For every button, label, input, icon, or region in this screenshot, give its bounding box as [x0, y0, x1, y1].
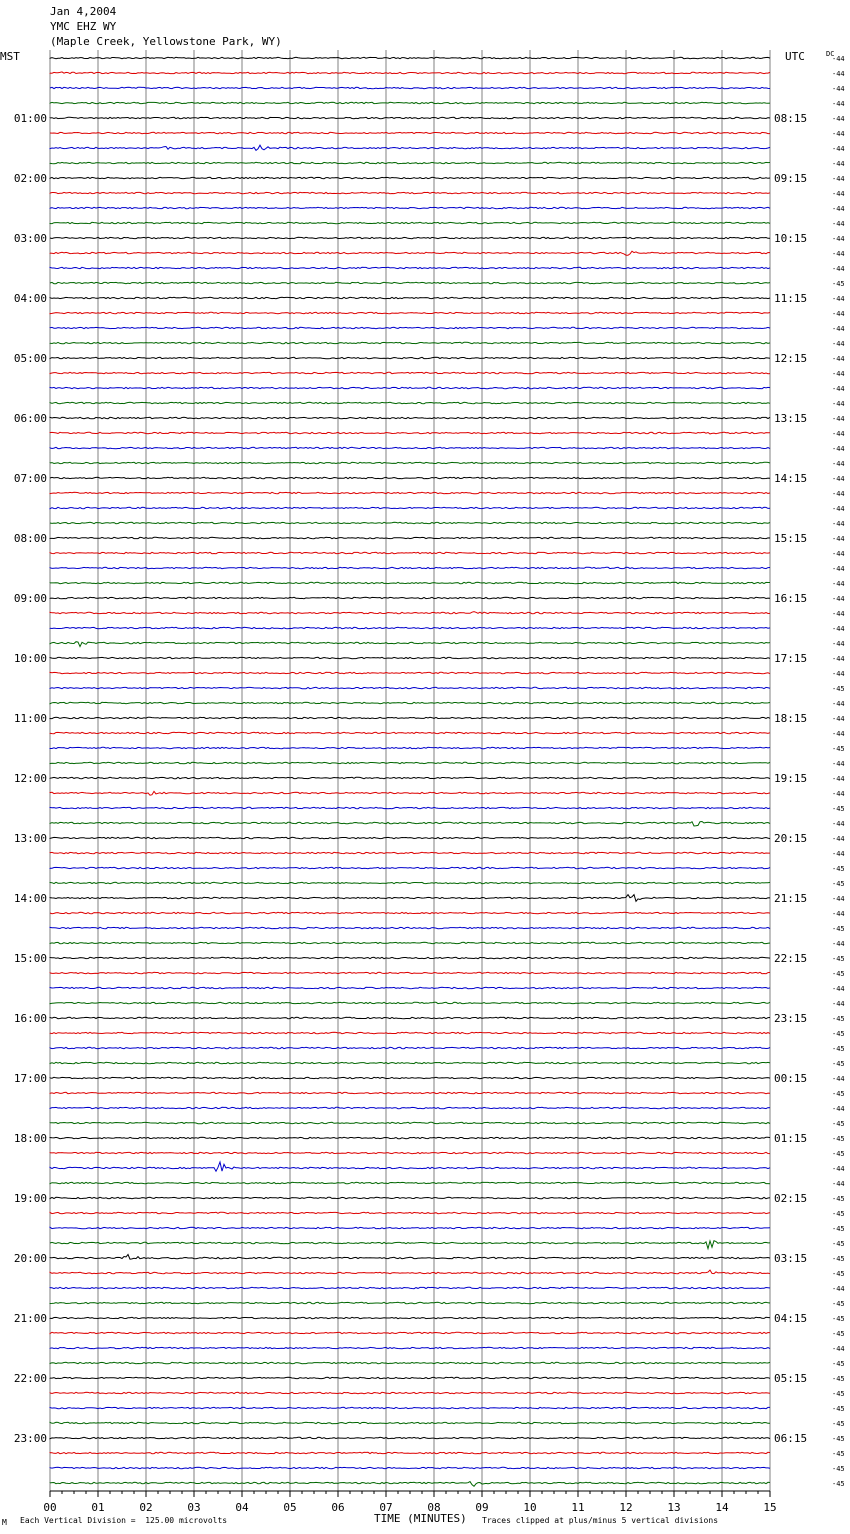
trace-line [50, 1270, 770, 1274]
trace-offset-label: -45 [832, 1390, 845, 1398]
trace-offset-label: -44 [832, 310, 845, 318]
mst-hour-label: 15:00 [13, 952, 47, 965]
trace-line [50, 1332, 770, 1333]
x-tick-label: 07 [379, 1501, 393, 1514]
utc-hour-label: 00:15 [774, 1072, 808, 1085]
trace-offset-label: -44 [832, 145, 845, 153]
trace-offset-label: -44 [832, 160, 845, 168]
trace-offset-label: -45 [832, 1210, 845, 1218]
trace-offset-label: -44 [832, 130, 845, 138]
corner-mark: M [2, 1518, 7, 1527]
trace-line [50, 1122, 770, 1123]
trace-offset-label: -44 [832, 340, 845, 348]
trace-line [50, 1317, 770, 1318]
trace-line [50, 1227, 770, 1228]
trace-offset-label: -45 [832, 280, 845, 288]
mst-hour-label: 20:00 [13, 1252, 47, 1265]
trace-offset-label: -45 [832, 1120, 845, 1128]
trace-line [50, 447, 770, 448]
trace-line [50, 507, 770, 508]
trace-offset-label: -44 [832, 1105, 845, 1113]
trace-offset-label: -44 [832, 445, 845, 453]
trace-offset-label: -44 [832, 115, 845, 123]
trace-line [50, 72, 770, 74]
trace-line [50, 492, 770, 493]
trace-offset-label: -44 [832, 595, 845, 603]
trace-line [50, 1422, 770, 1423]
trace-offset-label: -44 [832, 370, 845, 378]
axis-labels [14, 55, 845, 1514]
trace-offset-label: -44 [832, 295, 845, 303]
mst-hour-label: 03:00 [13, 232, 47, 245]
trace-line [50, 807, 770, 808]
trace-offset-label: -44 [832, 55, 845, 63]
trace-line [50, 642, 770, 647]
mst-hour-label: 01:00 [13, 112, 47, 125]
trace-offset-label: -45 [832, 1045, 845, 1053]
trace-offset-label: -45 [832, 685, 845, 693]
trace-line [50, 822, 770, 827]
x-tick-label: 10 [523, 1501, 537, 1514]
trace-line [50, 297, 770, 298]
trace-line [50, 987, 770, 988]
trace-offset-label: -44 [832, 385, 845, 393]
trace-line [50, 852, 770, 853]
trace-offset-label: -44 [832, 565, 845, 573]
dc-label: DC [826, 50, 835, 58]
trace-offset-label: -44 [832, 535, 845, 543]
utc-hour-label: 09:15 [774, 172, 808, 185]
trace-offset-label: -44 [832, 985, 845, 993]
trace-offset-label: -44 [832, 1345, 845, 1353]
trace-line [50, 867, 770, 868]
trace-line [50, 372, 770, 373]
utc-hour-label: 08:15 [774, 112, 808, 125]
utc-hour-label: 12:15 [774, 352, 808, 365]
trace-offset-label: -45 [832, 1450, 845, 1458]
trace-line [50, 192, 770, 193]
trace-offset-label: -44 [832, 760, 845, 768]
trace-line [50, 177, 770, 179]
trace-line [50, 145, 770, 150]
utc-hour-label: 23:15 [774, 1012, 808, 1025]
mst-hour-label: 04:00 [13, 292, 47, 305]
utc-hour-label: 21:15 [774, 892, 808, 905]
trace-offset-label: -44 [832, 250, 845, 258]
x-tick-label: 15 [763, 1501, 777, 1514]
x-tick-label: 00 [43, 1501, 57, 1514]
trace-offset-label: -45 [832, 1090, 845, 1098]
trace-line [50, 882, 770, 883]
trace-offset-label: -44 [832, 700, 845, 708]
trace-line [50, 432, 770, 434]
trace-offset-label: -45 [832, 1420, 845, 1428]
trace-line [50, 162, 770, 163]
trace-offset-label: -44 [832, 70, 845, 78]
utc-hour-label: 19:15 [774, 772, 808, 785]
trace-offset-label: -45 [832, 865, 845, 873]
trace-offset-label: -45 [832, 1135, 845, 1143]
trace-offset-label: -44 [832, 460, 845, 468]
trace-line [50, 357, 770, 358]
utc-hour-label: 14:15 [774, 472, 808, 485]
right-axis-title: UTC [785, 50, 805, 63]
utc-hour-label: 16:15 [774, 592, 808, 605]
trace-line [50, 1377, 770, 1378]
trace-offset-label: -44 [832, 550, 845, 558]
trace-line [50, 1347, 770, 1348]
trace-line [50, 222, 770, 223]
mst-hour-label: 23:00 [13, 1432, 47, 1445]
trace-line [50, 1287, 770, 1288]
trace-offset-label: -45 [832, 1060, 845, 1068]
trace-line [50, 1482, 770, 1487]
trace-offset-label: -44 [832, 415, 845, 423]
trace-line [50, 1182, 770, 1183]
trace-offset-label: -45 [832, 805, 845, 813]
trace-line [50, 717, 770, 718]
trace-offset-label: -45 [832, 1405, 845, 1413]
utc-hour-label: 02:15 [774, 1192, 808, 1205]
x-tick-label: 11 [571, 1501, 585, 1514]
trace-line [50, 117, 770, 118]
trace-line [50, 417, 770, 418]
trace-offset-label: -45 [832, 880, 845, 888]
trace-offset-label: -44 [832, 580, 845, 588]
trace-offset-label: -44 [832, 175, 845, 183]
trace-offset-label: -44 [832, 610, 845, 618]
trace-line [50, 1437, 770, 1438]
x-tick-label: 09 [475, 1501, 489, 1514]
trace-line [50, 1152, 770, 1153]
trace-line [50, 552, 770, 553]
trace-line [50, 702, 770, 703]
trace-offset-label: -44 [832, 940, 845, 948]
x-tick-label: 06 [331, 1501, 345, 1514]
trace-line [50, 1467, 770, 1468]
trace-line [50, 1107, 770, 1108]
x-tick-label: 14 [715, 1501, 729, 1514]
utc-hour-label: 15:15 [774, 532, 808, 545]
trace-line [50, 1241, 770, 1249]
minute-grid [50, 50, 770, 1497]
trace-offset-label: -44 [832, 1075, 845, 1083]
mst-hour-label: 11:00 [13, 712, 47, 725]
left-axis-title: MST [0, 50, 20, 63]
trace-offset-label: -45 [832, 1480, 845, 1488]
trace-line [50, 972, 770, 973]
mst-hour-label: 16:00 [13, 1012, 47, 1025]
trace-line [50, 207, 770, 208]
trace-offset-label: -45 [832, 1435, 845, 1443]
x-tick-label: 05 [283, 1501, 297, 1514]
trace-line [50, 537, 770, 538]
plot-date: Jan 4,2004 [50, 5, 117, 18]
mst-hour-label: 18:00 [13, 1132, 47, 1145]
trace-offset-label: -45 [832, 1195, 845, 1203]
mst-hour-label: 14:00 [13, 892, 47, 905]
trace-line [50, 1197, 770, 1198]
utc-hour-label: 03:15 [774, 1252, 808, 1265]
trace-line [50, 312, 770, 313]
trace-offset-label: -44 [832, 205, 845, 213]
trace-line [50, 657, 770, 658]
trace-line [50, 762, 770, 763]
trace-offset-label: -44 [832, 100, 845, 108]
trace-offset-label: -44 [832, 670, 845, 678]
trace-line [50, 251, 770, 255]
mst-hour-label: 08:00 [13, 532, 47, 545]
trace-offset-label: -44 [832, 490, 845, 498]
trace-offset-label: -44 [832, 505, 845, 513]
trace-line [50, 942, 770, 943]
trace-offset-label: -45 [832, 1150, 845, 1158]
trace-offset-label: -44 [832, 820, 845, 828]
mst-hour-label: 10:00 [13, 652, 47, 665]
mst-hour-label: 12:00 [13, 772, 47, 785]
trace-offset-label: -45 [832, 745, 845, 753]
trace-line [50, 1407, 770, 1408]
mst-hour-label: 07:00 [13, 472, 47, 485]
x-tick-label: 02 [139, 1501, 153, 1514]
trace-offset-label: -44 [832, 1285, 845, 1293]
trace-line [50, 627, 770, 628]
trace-line [50, 1255, 770, 1260]
mst-hour-label: 09:00 [13, 592, 47, 605]
utc-hour-label: 13:15 [774, 412, 808, 425]
trace-line [50, 957, 770, 958]
trace-offset-label: -44 [832, 265, 845, 273]
trace-line [50, 1162, 770, 1171]
trace-line [50, 87, 770, 88]
trace-offset-label: -44 [832, 355, 845, 363]
trace-line [50, 567, 770, 568]
utc-hour-label: 04:15 [774, 1312, 808, 1325]
scale-note: Each Vertical Division = 125.00 microvolts [20, 1516, 228, 1525]
trace-line [50, 791, 770, 795]
x-tick-label: 04 [235, 1501, 249, 1514]
trace-offset-label: -44 [832, 1165, 845, 1173]
trace-offset-label: -45 [832, 955, 845, 963]
trace-offset-label: -45 [832, 970, 845, 978]
trace-offset-label: -45 [832, 925, 845, 933]
trace-offset-label: -44 [832, 400, 845, 408]
utc-hour-label: 22:15 [774, 952, 808, 965]
utc-hour-label: 18:15 [774, 712, 808, 725]
utc-hour-label: 05:15 [774, 1372, 808, 1385]
utc-hour-label: 17:15 [774, 652, 808, 665]
trace-line [50, 342, 770, 343]
utc-hour-label: 01:15 [774, 1132, 808, 1145]
trace-line [50, 462, 770, 463]
utc-hour-label: 06:15 [774, 1432, 808, 1445]
trace-offset-label: -45 [832, 1225, 845, 1233]
trace-line [50, 1362, 770, 1363]
trace-offset-label: -44 [832, 85, 845, 93]
trace-offset-label: -45 [832, 1360, 845, 1368]
x-tick-label: 03 [187, 1501, 201, 1514]
trace-offset-label: -44 [832, 790, 845, 798]
utc-hour-label: 11:15 [774, 292, 808, 305]
trace-line [50, 1017, 770, 1018]
trace-offset-label: -44 [832, 220, 845, 228]
trace-offset-label: -44 [832, 190, 845, 198]
trace-offset-label: -44 [832, 895, 845, 903]
trace-offset-label: -44 [832, 1180, 845, 1188]
trace-offset-label: -44 [832, 640, 845, 648]
trace-line [50, 1002, 770, 1003]
trace-line [50, 747, 770, 748]
trace-offset-label: -45 [832, 1300, 845, 1308]
utc-hour-label: 10:15 [774, 232, 808, 245]
trace-offset-label: -44 [832, 430, 845, 438]
mst-hour-label: 13:00 [13, 832, 47, 845]
trace-offset-label: -44 [832, 835, 845, 843]
trace-line [50, 612, 770, 614]
utc-hour-label: 20:15 [774, 832, 808, 845]
trace-offset-label: -44 [832, 520, 845, 528]
trace-offset-label: -44 [832, 625, 845, 633]
trace-line [50, 1137, 770, 1138]
trace-line [50, 327, 770, 328]
station-code: YMC EHZ WY [50, 20, 117, 33]
trace-line [50, 1032, 770, 1033]
trace-offset-label: -45 [832, 1240, 845, 1248]
mst-hour-label: 06:00 [13, 412, 47, 425]
trace-line [50, 1077, 770, 1078]
mst-hour-label: 22:00 [13, 1372, 47, 1385]
trace-line [50, 837, 770, 838]
mst-hour-label: 21:00 [13, 1312, 47, 1325]
trace-line [50, 895, 770, 902]
mst-hour-label: 05:00 [13, 352, 47, 365]
mst-hour-label: 19:00 [13, 1192, 47, 1205]
trace-line [50, 1092, 770, 1093]
trace-offset-label: -45 [832, 1030, 845, 1038]
trace-offset-label: -45 [832, 1270, 845, 1278]
trace-line [50, 1392, 770, 1393]
mst-hour-label: 02:00 [13, 172, 47, 185]
x-tick-label: 08 [427, 1501, 441, 1514]
trace-offset-label: -44 [832, 1000, 845, 1008]
x-tick-label: 12 [619, 1501, 633, 1514]
trace-offset-label: -44 [832, 715, 845, 723]
trace-line [50, 477, 770, 478]
trace-line [50, 282, 770, 283]
trace-line [50, 237, 770, 238]
clip-note: Traces clipped at plus/minus 5 vertical divisions [482, 1516, 719, 1525]
trace-line [50, 1212, 770, 1213]
x-tick-label: 01 [91, 1501, 105, 1514]
trace-line [50, 1452, 770, 1453]
trace-offset-label: -45 [832, 1015, 845, 1023]
trace-line [50, 912, 770, 913]
trace-offset-label: -45 [832, 1330, 845, 1338]
trace-line [50, 1302, 770, 1303]
trace-line [50, 687, 770, 688]
trace-offset-label: -45 [832, 1375, 845, 1383]
trace-line [50, 582, 770, 583]
trace-line [50, 387, 770, 388]
trace-offset-label: -44 [832, 475, 845, 483]
trace-offset-label: -44 [832, 910, 845, 918]
mst-hour-label: 17:00 [13, 1072, 47, 1085]
trace-line [50, 267, 770, 268]
trace-offset-label: -44 [832, 775, 845, 783]
trace-offset-label: -44 [832, 850, 845, 858]
trace-lines [50, 57, 770, 1486]
trace-line [50, 732, 770, 733]
trace-line [50, 1047, 770, 1048]
trace-line [50, 132, 770, 133]
x-axis-title: TIME (MINUTES) [374, 1512, 467, 1525]
trace-line [50, 402, 770, 403]
trace-line [50, 102, 770, 103]
trace-line [50, 597, 770, 598]
trace-offset-label: -45 [832, 1315, 845, 1323]
trace-offset-label: -45 [832, 1255, 845, 1263]
trace-line [50, 927, 770, 928]
trace-line [50, 1062, 770, 1063]
trace-line [50, 522, 770, 523]
station-location: (Maple Creek, Yellowstone Park, WY) [50, 35, 282, 48]
trace-offset-label: -44 [832, 730, 845, 738]
trace-offset-label: -44 [832, 655, 845, 663]
trace-offset-label: -45 [832, 1465, 845, 1473]
x-tick-label: 13 [667, 1501, 681, 1514]
trace-line [50, 672, 770, 673]
trace-line [50, 777, 770, 778]
trace-offset-label: -44 [832, 325, 845, 333]
trace-line [50, 57, 770, 58]
trace-offset-label: -44 [832, 235, 845, 243]
